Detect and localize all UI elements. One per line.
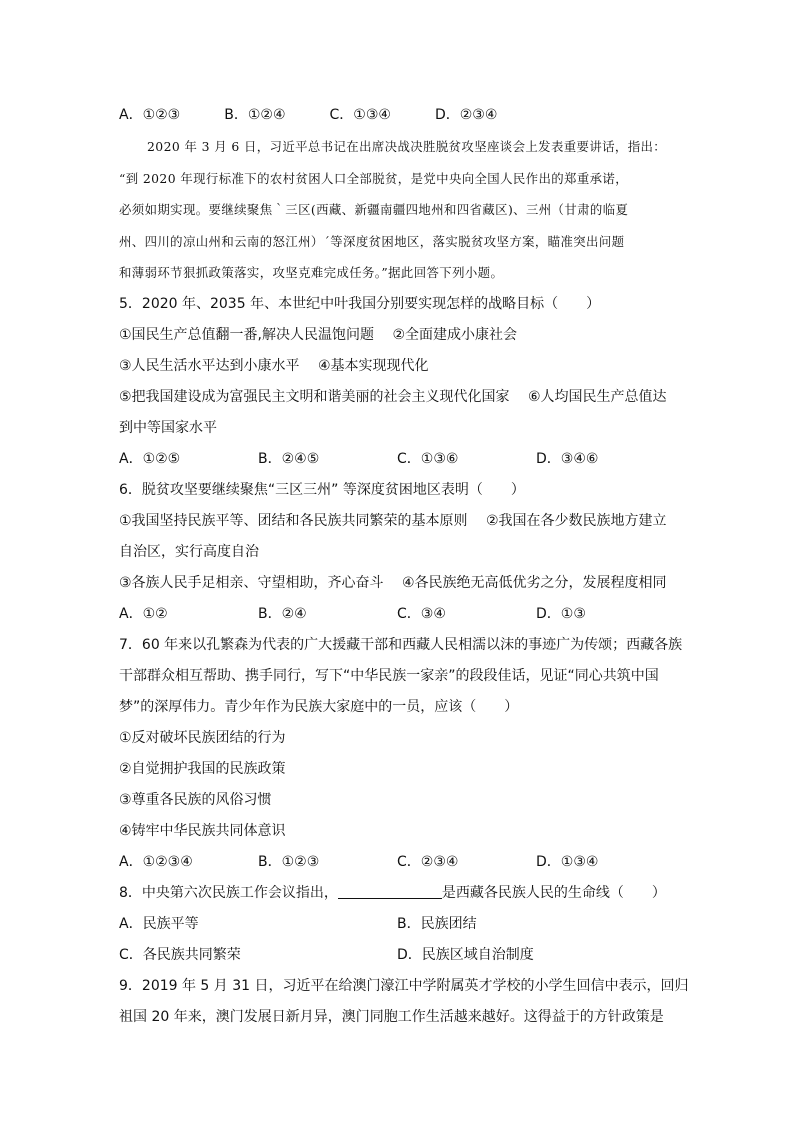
option-c[interactable]: C．③④ [397, 605, 446, 622]
passage-line: 州、四川的凉山州和云南的怒江州）´等深度贫困地区，落实脱贫攻坚方案，瞄准突出问题 [119, 233, 625, 249]
question-7 [119, 630, 684, 878]
question-stem: 7．60 年来以孔繁森为代表的广大援藏干部和西藏人民相濡以沫的事迹广为传颂；西藏各族 [119, 636, 683, 653]
statement-line: ①国民生产总值翻一番,解决人民温饱问题 ②全面建成小康社会 [119, 326, 518, 343]
statement-line: 自治区，实行高度自治 [119, 543, 259, 560]
option-d[interactable]: D．民族区域自治制度 [397, 946, 534, 963]
question-8 [119, 878, 684, 971]
option-c[interactable]: C．②③④ [397, 853, 459, 870]
question-stem: 干部群众相互帮助、携手同行，写下“中华民族一家亲”的段段佳话，见证“同心共筑中国 [119, 667, 659, 684]
option-d[interactable]: D．②③④ [434, 107, 498, 123]
stem-before-blank: 8．中央第六次民族工作会议指出， [119, 884, 338, 901]
statement-line: ①反对破坏民族团结的行为 [119, 729, 286, 746]
question-9 [119, 971, 689, 1033]
statement-line: ③各族人民手足相亲、守望相助，齐心奋斗 ④各民族绝无高低优劣之分，发展程度相同 [119, 574, 667, 591]
option-b[interactable]: B．①②③ [258, 853, 320, 870]
option-b[interactable]: B．②④⑤ [258, 450, 320, 467]
passage-line: 和薄弱环节狠抓政策落实，攻坚克难完成任务。”据此回答下列小题。 [119, 265, 504, 280]
answer-options [119, 599, 684, 630]
option-a[interactable]: A．民族平等 [119, 915, 199, 932]
option-b[interactable]: B．①②④ [224, 107, 286, 123]
question-stem: 梦”的深厚伟力。青少年作为民族大家庭中的一员，应该（ ） [119, 698, 519, 715]
question-stem: 6．脱贫攻坚要继续聚焦“三区三州” 等深度贫困地区表明（ ） [119, 481, 525, 498]
question-stem: 5．2020 年、2035 年、本世纪中叶我国分别要实现怎样的战略目标（ ） [119, 295, 601, 312]
question-6 [119, 475, 684, 630]
answer-options [119, 909, 684, 940]
statement-line: ③尊重各民族的风俗习惯 [119, 791, 272, 808]
option-b[interactable]: B．民族团结 [397, 915, 477, 932]
answer-options [119, 940, 684, 971]
question-stem: 9．2019 年 5 月 31 日，习近平在给澳门濠江中学附属英才学校的小学生回信中表示，回归 [119, 977, 689, 994]
question-stem [119, 878, 684, 909]
statement-line: ⑤把我国建设成为富强民主文明和谐美丽的社会主义现代化国家 ⑥人均国民生产总值达 [119, 388, 667, 405]
statement-line: ③人民生活水平达到小康水平 ④基本实现现代化 [119, 357, 429, 374]
stem-after-blank: 是西藏各民族人民的生命线（ ） [441, 884, 666, 901]
option-a[interactable]: A．①②③④ [119, 853, 193, 870]
option-d[interactable]: D．①③④ [536, 853, 599, 870]
answer-options [119, 847, 684, 878]
option-c[interactable]: C．①③④ [329, 107, 391, 123]
option-d[interactable]: D．①③ [536, 605, 586, 622]
prev-question-options [119, 100, 684, 131]
option-c[interactable]: C．①③⑥ [397, 450, 459, 467]
statement-line: 到中等国家水平 [119, 419, 217, 436]
option-d[interactable]: D．③④⑥ [536, 450, 599, 467]
passage-line: “到 2020 年现行标准下的农村贫困人口全部脱贫，是党中央向全国人民作出的郑重承诺， [119, 170, 629, 186]
option-c[interactable]: C．各民族共同繁荣 [119, 946, 241, 963]
question-5 [119, 289, 684, 475]
statement-line: ④铸牢中华民族共同体意识 [119, 822, 286, 839]
question-stem: 祖国 20 年来，澳门发展日新月异，澳门同胞工作生活越来越好。这得益于的方针政策是 [119, 1008, 664, 1025]
option-a[interactable]: A．①②③ [119, 107, 181, 123]
answer-options [119, 444, 684, 475]
statement-line: ②自觉拥护我国的民族政策 [119, 760, 286, 777]
reading-passage [119, 131, 684, 289]
option-a[interactable]: A．①② [119, 605, 168, 622]
option-b[interactable]: B．②④ [258, 605, 307, 622]
passage-line: 必须如期实现。要继续聚焦｀三区(西藏、新疆南疆四地州和四省藏区)、三州（甘肃的临夏 [119, 202, 629, 217]
option-a[interactable]: A．①②⑤ [119, 450, 181, 467]
fill-blank [338, 882, 442, 899]
statement-line: ①我国坚持民族平等、团结和各民族共同繁荣的基本原则 ②我国在各少数民族地方建立 [119, 512, 667, 529]
passage-line: 2020 年 3 月 6 日，习近平总书记在出席决战决胜脱贫攻坚座谈会上发表重要讲话，指出： [147, 139, 667, 154]
